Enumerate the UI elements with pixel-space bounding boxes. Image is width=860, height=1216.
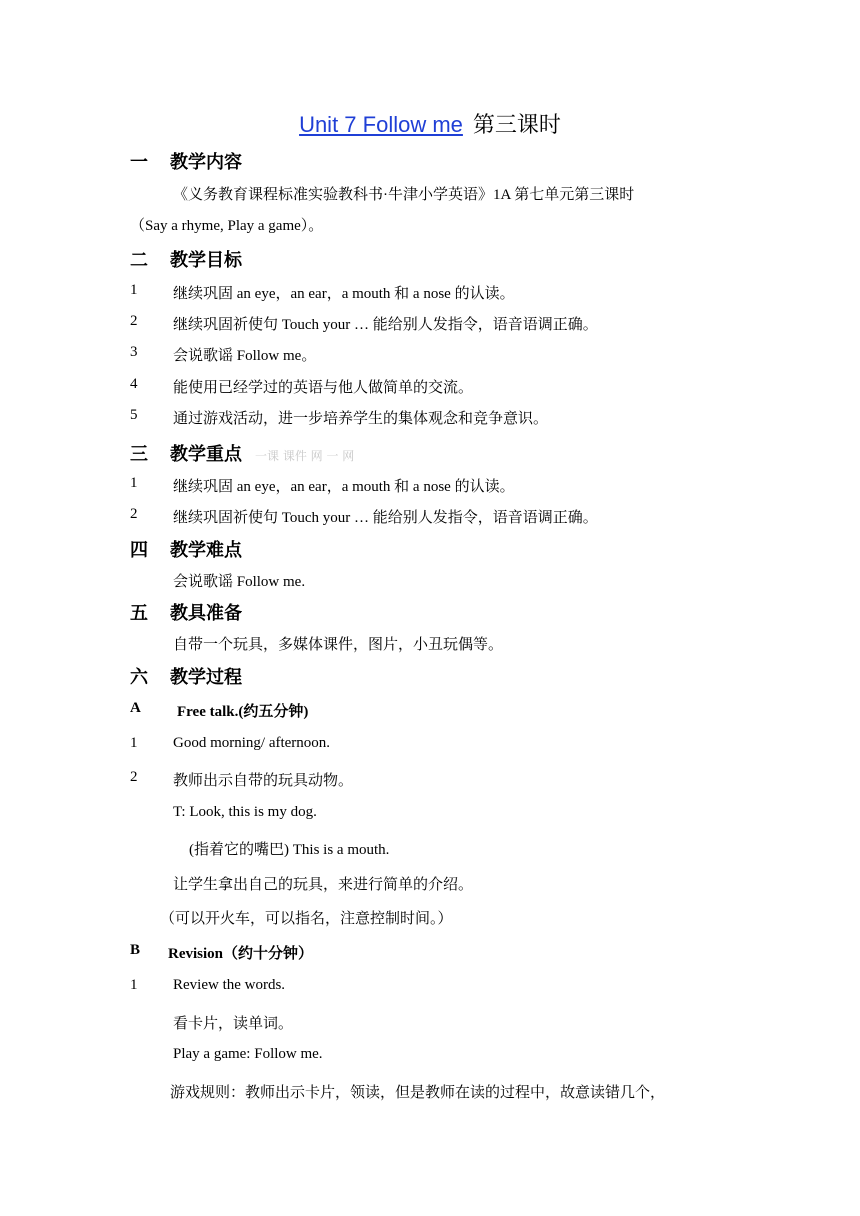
- page-title: [0, 108, 860, 139]
- process-b-line: Play a game: Follow me.: [173, 1046, 323, 1062]
- watermark-text: 一课 课件 网 一 网: [255, 449, 355, 463]
- process-a-line: （可以开火车，可以指名，注意控制时间。）: [160, 911, 453, 927]
- process-b-line: 看卡片，读单词。: [173, 1016, 294, 1032]
- process-a-line: T: Look, this is my dog.: [173, 804, 317, 820]
- section-heading-key-points: 三 教学重点: [130, 444, 242, 465]
- content-line-1: 《义务教育课程标准实验教科书·牛津小学英语》1A 第七单元第三课时: [173, 187, 635, 203]
- difficulty-text: 会说歌谣 Follow me.: [173, 574, 306, 590]
- section-heading-content: 一 教学内容: [130, 152, 242, 173]
- process-a-line: (指着它的嘴巴) This is a mouth.: [189, 842, 390, 858]
- process-a-line: 让学生拿出自己的玩具，来进行简单的介绍。: [173, 877, 474, 893]
- document-page: Unit 7 Follow me 第三课时 一 教学内容 《义务教育课程标准实验教科书·牛津小学英语》1A 第七单元第三课时 （Say a rhyme, Play a game）。 二 教学目标 1 继续巩固 an eye，an ear，a mouth 和 a nose 的认读。 2 继续巩固祈使句 Touch your … 能给别人发指令，语音语调正确。 3 会说歌谣 Follow me。 4 能使用已经学过的英语与他人做简单的交流。 5 通过游戏活动，进一步培养学生的集体观念和竞争意识。 三 教学重点 一课 课件 网 一 网 1 继续巩固 an eye，an ear，a mouth 和 a nose 的认读。 2 继续巩固祈使句 Touch your … 能给别人发指令，语音语调正确。 四 教学难点 会说歌谣 Follow me. 五 教具准备 自带一个玩具，多媒体课件，图片，小丑玩偶等。 六 教学过程 A Free talk.(约五分钟) 1 Good morning/ afternoon. 2 教师出示自带的玩具动物。 T: Look, this is my dog. (指着它的嘴巴) This is a mouth. 让学生拿出自己的玩具，来进行简单的介绍。 （可以开火车，可以指名，注意控制时间。） B Revision（约十分钟） 1 Review the words. 看卡片，读单词。 Play a game: Follow me. 游戏规则：教师出示卡片，领读，但是教师在读的过程中，故意读错几个，: [0, 0, 860, 1216]
- section-heading-difficulty: 四 教学难点: [130, 540, 242, 561]
- section-heading-materials: 五 教具准备: [130, 603, 242, 624]
- process-b-line: 游戏规则：教师出示卡片，领读，但是教师在读的过程中，故意读错几个，: [170, 1085, 666, 1101]
- section-heading-goals: 二 教学目标: [130, 250, 242, 271]
- section-heading-process: 六 教学过程: [130, 667, 242, 688]
- content-line-2: （Say a rhyme, Play a game）。: [130, 218, 324, 234]
- title-lesson: 第三课时: [472, 113, 561, 138]
- title-link[interactable]: Unit 7 Follow me: [299, 112, 463, 137]
- materials-text: 自带一个玩具，多媒体课件，图片，小丑玩偶等。: [173, 637, 504, 653]
